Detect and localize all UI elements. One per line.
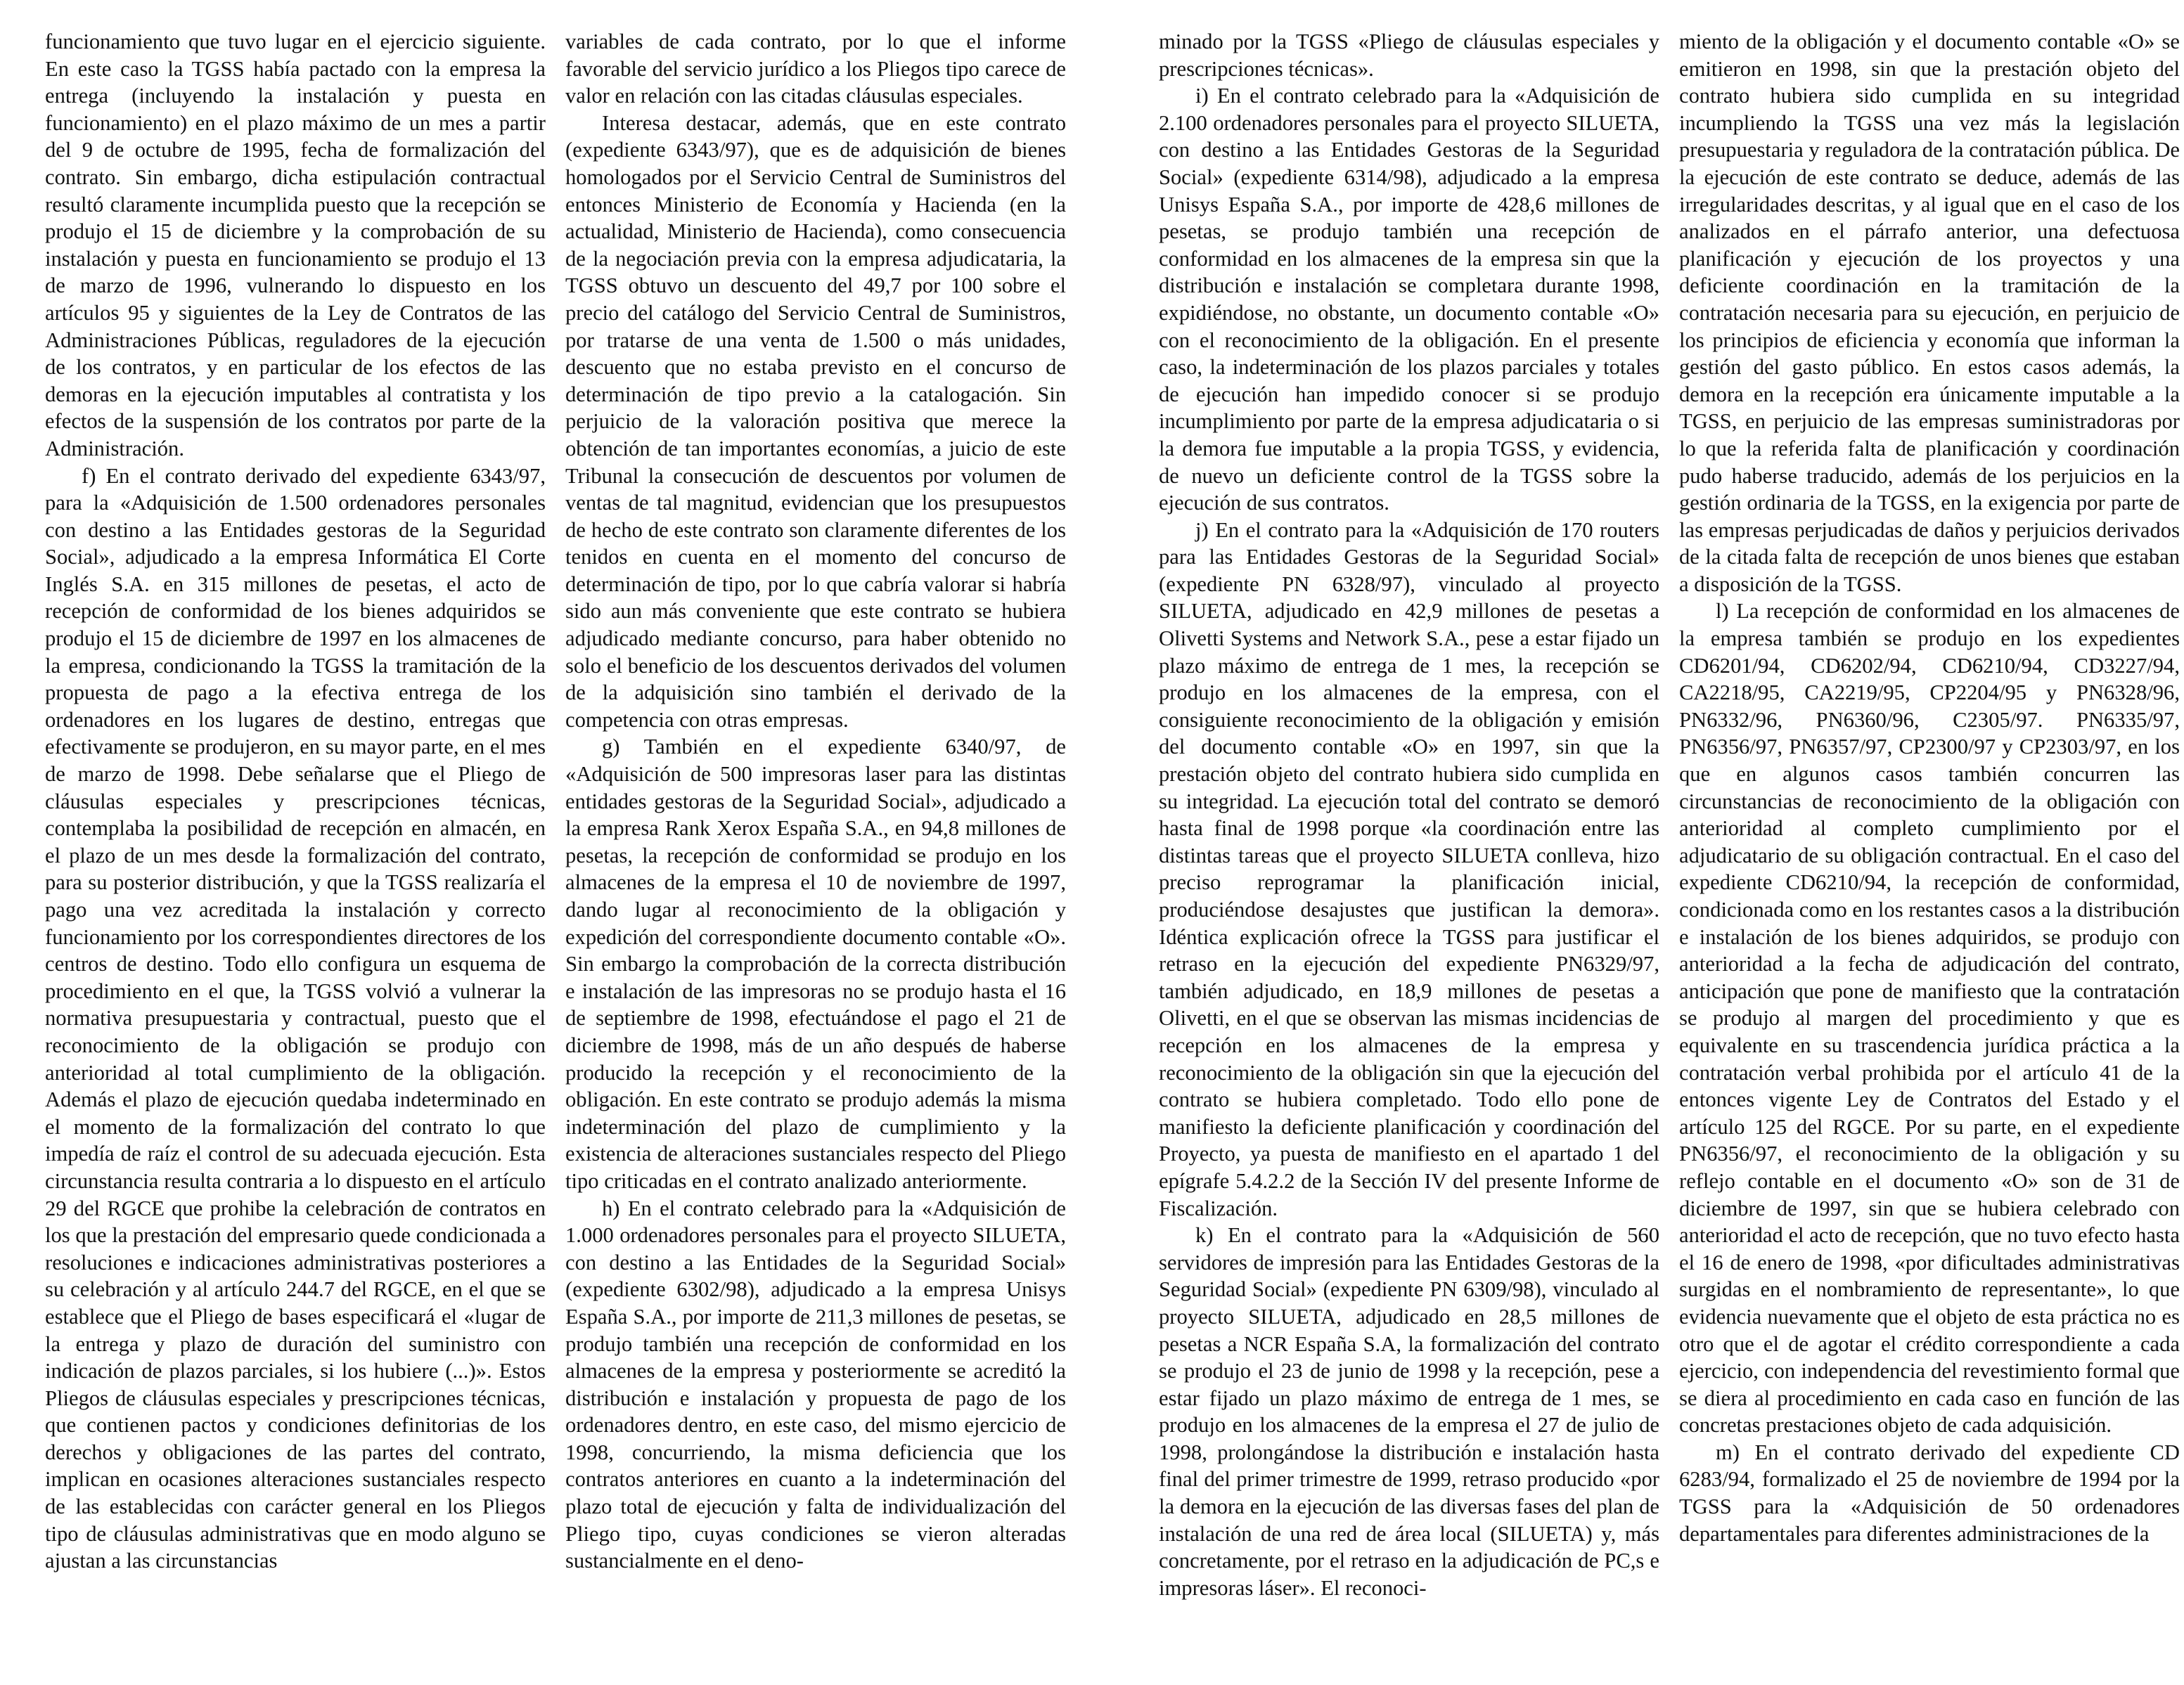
- paragraph-h: h) En el contrato celebrado para la «Adquisición de 1.000 ordenadores personales para el proyecto SILUETA, con destino a las Entidades de la Seguridad Social» (expediente 6302/98), adjudicado a la empresa Unisys España S.A., por importe de 211,3 millones de pesetas, se produjo también una recepción de conformidad en los almacenes de la empresa y posteriormente se acreditó la distribución e instalación y propuesta de pago de los ordenadores dentro, en este caso, del mismo ejercicio de 1998, concurriendo, la misma deficiencia que los contratos anteriores en cuanto a la indeterminación del plazo total de ejecución y falta de individualización del Pliego tipo, cuyas condiciones se vieron alteradas sustancialmente en el deno-: [565, 1196, 1066, 1573]
- right-page-column-1: [1159, 28, 1659, 1680]
- paragraph-continuation: miento de la obligación y el documento contable «O» se emitieron en 1998, sin que la prestación objeto del contrato hubiera sido cumplida en su integridad incumpliendo la TGSS una vez más la legislación presupuestaria y reguladora de la contratación pública. De la ejecución de este contrato se deduce, además de las irregularidades descritas, y al igual que en el caso de los analizados en el párrafo anterior, una defectuosa planificación y ejecución de los proyectos y una deficiente coordinación en la tramitación de la contratación necesaria para su ejecución, en perjuicio de los principios de eficiencia y economía que informan la gestión del gasto público. En estos casos además, la demora en la recepción era únicamente imputable a la TGSS, en perjuicio de las empresas suministradoras por lo que la referida falta de planificación y coordinación pudo haberse traducido, además de los perjuicios en la gestión ordinaria de la TGSS, en la exigencia por parte de las empresas perjudicadas de daños y perjuicios derivados de la citada falta de recepción de unos bienes que estaban a disposición de la TGSS.: [1679, 30, 2180, 596]
- paragraph-m: m) En el contrato derivado del expediente CD 6283/94, formalizado el 25 de noviembre de 1994 por la TGSS para la «Adquisición de 50 ordenadores departamentales para diferentes administraciones de la: [1679, 1440, 2180, 1546]
- paragraph-f: f) En el contrato derivado del expediente 6343/97, para la «Adquisición de 1.500 ordenadores personales con destino a las Entidades gestoras de la Seguridad Social», adjudicado a la empresa Informática El Corte Inglés S.A. en 315 millones de pesetas, el acto de recepción de conformidad de los bienes adquiridos se produjo el 15 de diciembre de 1997 en los almacenes de la empresa, condicionando la TGSS la tramitación de la propuesta de pago a la efectiva entrega de los ordenadores en los lugares de destino, entregas que efectivamente se produjeron, en su mayor parte, en el mes de marzo de 1998. Debe señalarse que el Pliego de cláusulas especiales y prescripciones técnicas, contemplaba la posibilidad de recepción en almacén, en el plazo de un mes desde la formalización del contrato, para su posterior distribución, y que la TGSS realizaría el pago una vez acreditada la instalación y correcto funcionamiento por los correspondientes directores de los centros de destino. Todo ello configura un esquema de procedimiento en el que, la TGSS volvió a vulnerar la normativa presupuestaria y contractual, puesto que el reconocimiento de la obligación se produjo con anterioridad al total cumplimiento de la obligación. Además el plazo de ejecución quedaba indeterminado en el momento de la formalización del contrato lo que impedía de raíz el control de su adecuada ejecución. Esta circunstancia resulta contraria a lo dispuesto en el artículo 29 del RGCE que prohibe la celebración de contratos en los que la prestación del empresario quede condicionada a resoluciones e indicaciones administrativas posteriores a su celebración y al artículo 244.7 del RGCE, en el que se establece que el Pliego de bases especificará el «lugar de la entrega y plazo de duración del suministro con indicación de plazos parciales, si los hubiere (...)». Estos Pliegos de cláusulas especiales y prescripciones técnicas, que contienen pactos y condiciones definitorias de los derechos y obligaciones de las partes del contrato, implican en ocasiones alteraciones sustanciales respecto de las establecidas con carácter general en los Pliegos tipo de cláusulas administrativas que en modo alguno se ajustan a las circunstancias: [45, 463, 546, 1573]
- paragraph-continuation: minado por la TGSS «Pliego de cláusulas especiales y prescripciones técnicas».: [1159, 30, 1659, 81]
- paragraph-i: i) En el contrato celebrado para la «Adquisición de 2.100 ordenadores personales para el proyecto SILUETA, con destino a las Entidades Gestoras de la Seguridad Social» (expediente 6314/98), adjudicado a la empresa Unisys España S.A., por importe de 428,6 millones de pesetas, se produjo también una recepción de conformidad en los almacenes de la empresa sin que la distribución e instalación se completara durante 1998, expidiéndose, no obstante, un documento contable «O» con el reconocimiento de la obligación. En el presente caso, la indeterminación de los plazos parciales y totales de ejecución han impedido conocer si se produjo incumplimiento por parte de la empresa adjudicataria o si la demora fue imputable a la propia TGSS, y evidencia, de nuevo un deficiente control de la TGSS sobre la ejecución de sus contratos.: [1159, 84, 1659, 515]
- paragraph-k: k) En el contrato para la «Adquisición de 560 servidores de impresión para las Entidades Gestoras de la Seguridad Social» (expediente PN 6309/98), vinculado al proyecto SILUETA, adjudicado en 28,5 millones de pesetas a NCR España S.A, la formalización del contrato se produjo el 23 de junio de 1998 y la recepción, pese a estar fijado un plazo máximo de entrega de 1 mes, se produjo en los almacenes de la empresa el 27 de julio de 1998, prolongándose la distribución e instalación hasta final del primer trimestre de 1999, retraso producido «por la demora en la ejecución de las diversas fases del plan de instalación de una red de área local (SILUETA) y, más concretamente, por el retraso en la adjudicación de PC,s e impresoras láser». El reconoci-: [1159, 1223, 1659, 1600]
- paragraph-j: j) En el contrato para la «Adquisición de 170 routers para las Entidades Gestoras de la Seguridad Social» (expediente PN 6328/97), vinculado al proyecto SILUETA, adjudicado en 42,9 millones de pesetas a Olivetti Systems and Network S.A., pese a estar fijado un plazo máximo de entrega de 1 mes, la recepción se produjo en los almacenes de la empresa, con el consiguiente reconocimiento de la obligación y emisión del documento contable «O» en 1997, sin que la prestación objeto del contrato hubiera sido cumplida en su integridad. La ejecución total del contrato se demoró hasta final de 1998 porque «la coordinación entre las distintas tareas que el proyecto SILUETA conlleva, hizo preciso reprogramar la planificación inicial, produciéndose desajustes que justifican la demora». Idéntica explicación ofrece la TGSS para justificar el retraso en la ejecución del expediente PN6329/97, también adjudicado, en 18,9 millones de pesetas a Olivetti, en el que se observan las mismas incidencias de recepción en los almacenes de la empresa y reconocimiento de la obligación sin que la ejecución del contrato se hubiera completado. Todo ello pone de manifiesto la deficiente planificación y coordinación del Proyecto, ya puesta de manifiesto en el apartado 1 del epígrafe 5.4.2.2 de la Sección IV del presente Informe de Fiscalización.: [1159, 517, 1659, 1220]
- paragraph-g: g) También en el expediente 6340/97, de «Adquisición de 500 impresoras laser para las distintas entidades gestoras de la Seguridad Social», adjudicado a la empresa Rank Xerox España S.A., en 94,8 millones de pesetas, la recepción de conformidad se produjo en los almacenes de la empresa el 10 de noviembre de 1997, dando lugar al reconocimiento de la obligación y expedición del correspondiente documento contable «O». Sin embargo la comprobación de la correcta distribución e instalación de las impresoras no se produjo hasta el 16 de septiembre de 1998, efectuándose el pago el 21 de diciembre de 1998, más de un año después de haberse producido la recepción y el reconocimiento de la obligación. En este contrato se produjo además la misma indeterminación del plazo de cumplimiento y la existencia de alteraciones sustanciales respecto del Pliego tipo criticadas en el contrato analizado anteriormente.: [565, 735, 1066, 1193]
- paragraph-continuation: variables de cada contrato, por lo que el informe favorable del servicio jurídico a los Pliegos tipo carece de valor en relación con las citadas cláusulas especiales.: [565, 30, 1066, 108]
- left-page-column-2: [565, 28, 1066, 1680]
- right-page-column-2: [1679, 28, 2180, 1680]
- paragraph-continuation: funcionamiento que tuvo lugar en el ejercicio siguiente. En este caso la TGSS había pactado con la empresa la entrega (incluyendo la instalación y puesta en funcionamiento) en el plazo máximo de un mes a partir del 9 de octubre de 1995, fecha de formalización del contrato. Sin embargo, dicha estipulación contractual resultó claramente incumplida puesto que la recepción se produjo el 15 de diciembre y la comprobación de su instalación y puesta en funcionamiento se produjo el 13 de marzo de 1996, vulnerando lo dispuesto en los artículos 95 y siguientes de la Ley de Contratos de las Administraciones Públicas, reguladores de la ejecución de los contratos, y en particular de los efectos de las demoras en la ejecución imputables al contratista y los efectos de la suspensión de los contratos por parte de la Administración.: [45, 30, 546, 460]
- left-page-column-1: [45, 28, 546, 1680]
- paragraph-interesa: Interesa destacar, además, que en este contrato (expediente 6343/97), que es de adquisición de bienes homologados por el Servicio Central de Suministros del entonces Ministerio de Economía y Hacienda (en la actualidad, Ministerio de Hacienda), como consecuencia de la negociación previa con la empresa adjudicataria, la TGSS obtuvo un descuento del 49,7 por 100 sobre el precio del catálogo del Servicio Central de Suministros, por tratarse de una venta de 1.500 o más unidades, descuento que no estaba previsto en el concurso de determinación de tipo previo a la catalogación. Sin perjuicio de la valoración positiva que merece la obtención de tan importantes economías, a juicio de este Tribunal la consecución de descuentos por volumen de ventas de tal magnitud, evidencian que los presupuestos de hecho de este contrato son claramente diferentes de los tenidos en cuenta en el momento del concurso de determinación de tipo, por lo que cabría valorar si habría sido aun más conveniente que este contrato se hubiera adjudicado mediante concurso, para haber obtenido no solo el beneficio de los descuentos derivados del volumen de la adquisición sino también el derivado de la competencia con otras empresas.: [565, 110, 1066, 732]
- paragraph-l: l) La recepción de conformidad en los almacenes de la empresa también se produjo en los expedientes CD6201/94, CD6202/94, CD6210/94, CD3227/94, CA2218/95, CA2219/95, CP2204/95 y PN6328/96, PN6332/96, PN6360/96, C2305/97. PN6335/97, PN6356/97, PN6357/97, CP2300/97 y CP2303/97, en los que en algunos casos también concurren las circunstancias de reconocimiento de la obligación con anterioridad al completo cumplimiento por el adjudicatario de su obligación contractual. En el caso del expediente CD6210/94, la recepción de conformidad, condicionada como en los restantes casos a la distribución e instalación de los bienes adquiridos, se produjo con anterioridad a la fecha de adjudicación del contrato, anticipación que pone de manifiesto que la contratación se produjo al margen del procedimiento y que es equivalente en su trascendencia jurídica práctica a la contratación verbal prohibida por el artículo 41 de la entonces vigente Ley de Contratos del Estado y el artículo 125 del RGCE. Por su parte, en el expediente PN6356/97, el reconocimiento de la obligación y su reflejo contable en el documento «O» son de 31 de diciembre de 1997, sin que se hubiera celebrado con anterioridad el acto de recepción, que no tuvo efecto hasta el 16 de enero de 1998, «por dificultades administrativas surgidas en el nombramiento de representante», lo que evidencia nuevamente que el objeto de esta práctica no es otro que el de agotar el crédito correspondiente a cada ejercicio, con independencia del revestimiento formal que se diera al procedimiento en cada caso en función de las concretas prestaciones objeto de cada adquisición.: [1679, 599, 2180, 1438]
